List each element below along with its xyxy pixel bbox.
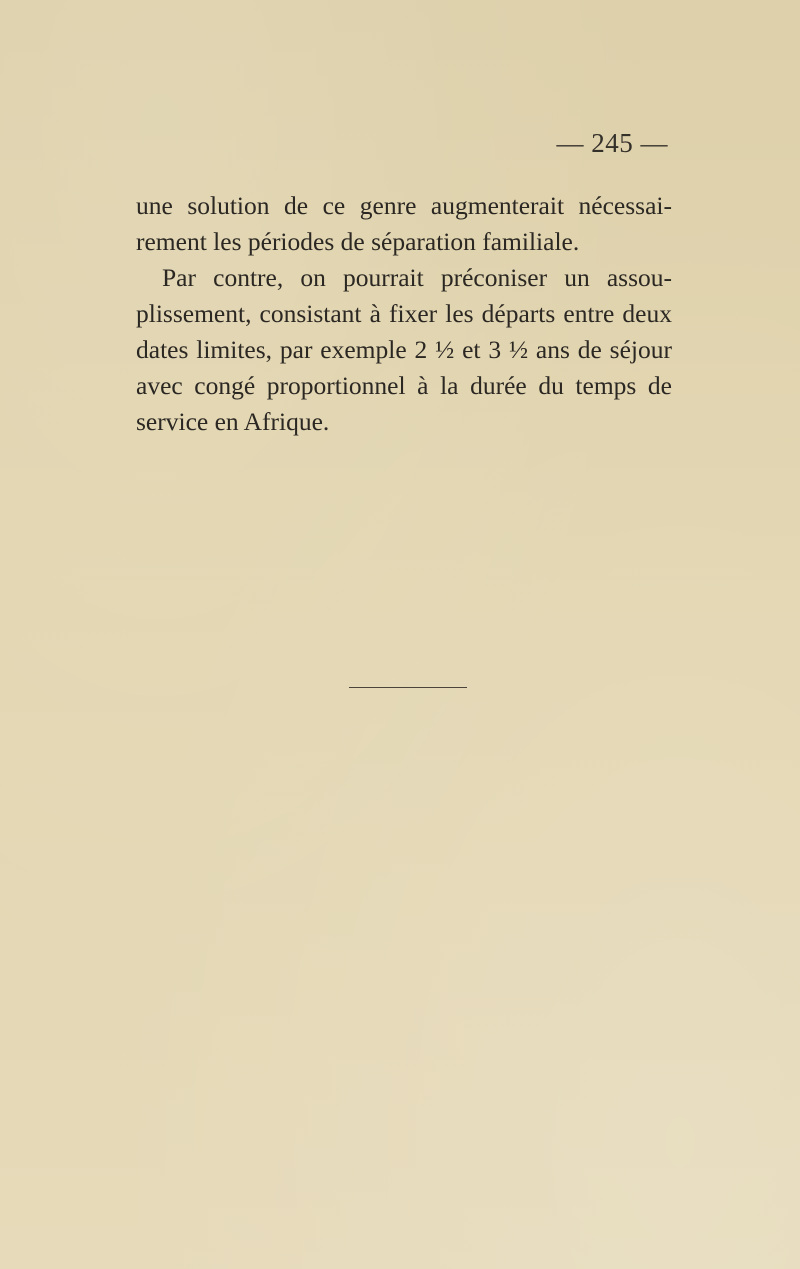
body-text <box>136 188 672 440</box>
page-number: — 245 — <box>556 128 668 158</box>
section-separator-rule <box>349 687 467 688</box>
paragraph-1: une solution de ce genre augmenterait nécessai-rement les périodes de séparation familiale. <box>136 191 672 256</box>
paragraph-2: Par contre, on pourrait préconiser un assou-plissement, consistant à fixer les départs entre deux dates limites, par exemple 2 ½ et 3 ½ ans de séjour avec congé proportionnel à la durée du temps de service en Afrique. <box>136 263 672 436</box>
